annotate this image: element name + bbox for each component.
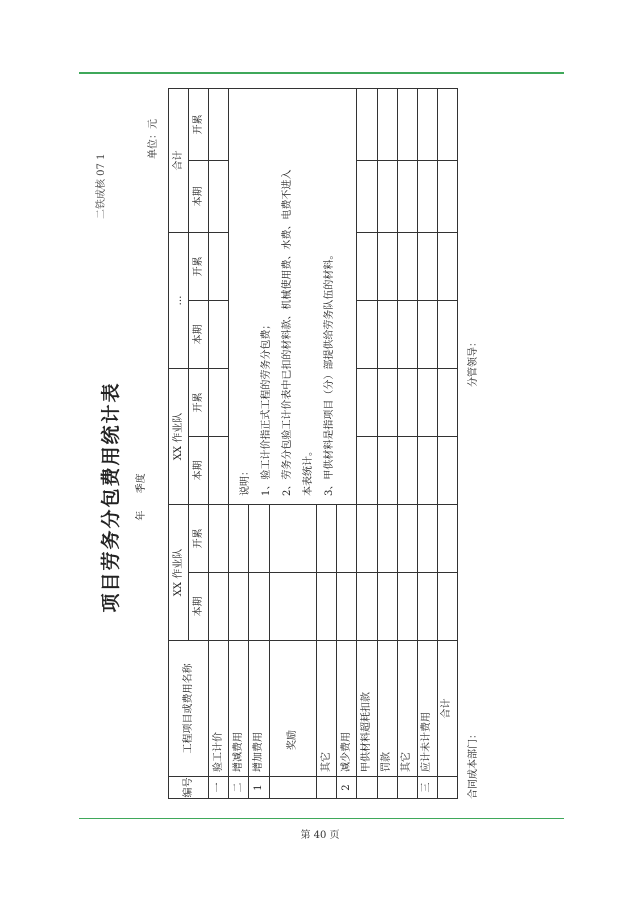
cell bbox=[397, 573, 417, 641]
cell bbox=[417, 368, 437, 436]
header-no: 编号 bbox=[169, 777, 209, 799]
note-line: 说明： bbox=[240, 465, 252, 496]
cost-table bbox=[168, 88, 458, 799]
period-label: 年 季度 bbox=[136, 473, 147, 521]
cell bbox=[337, 504, 357, 572]
row-no bbox=[377, 777, 397, 799]
table-row bbox=[229, 88, 249, 798]
row-no: 一 bbox=[209, 777, 229, 799]
cell bbox=[249, 504, 269, 572]
row-name: 增加费用 bbox=[249, 641, 269, 777]
row-name: 应计未计费用 bbox=[417, 641, 437, 777]
header-cumulative: 开累 bbox=[189, 368, 209, 436]
cell bbox=[209, 300, 229, 368]
row-no bbox=[437, 777, 457, 799]
footer-leader: 分管领导： bbox=[468, 337, 479, 387]
row-no: 2 bbox=[337, 777, 357, 799]
cell bbox=[417, 160, 437, 232]
cell bbox=[437, 368, 457, 436]
cell bbox=[377, 368, 397, 436]
header-cumulative: 开累 bbox=[189, 88, 209, 160]
footer-cost-department: 合同成本部门： bbox=[468, 729, 479, 799]
cell bbox=[357, 232, 377, 300]
header-current: 本期 bbox=[189, 436, 209, 504]
header-current: 本期 bbox=[189, 300, 209, 368]
row-name: 奖励 bbox=[269, 641, 317, 777]
page-number: 第 40 页 bbox=[300, 830, 340, 841]
unit-label: 单位：元 bbox=[148, 119, 159, 159]
row-no bbox=[269, 777, 317, 799]
header-cumulative: 开累 bbox=[189, 504, 209, 572]
form-code: 二铁成核 07 1 bbox=[96, 153, 107, 219]
header-team-1: XX 作业队 bbox=[169, 504, 189, 640]
cell bbox=[357, 88, 377, 160]
cell bbox=[417, 436, 437, 504]
cell bbox=[209, 160, 229, 232]
cell bbox=[377, 160, 397, 232]
cell bbox=[337, 573, 357, 641]
row-name: 其它 bbox=[397, 641, 417, 777]
cell bbox=[397, 504, 417, 572]
note-line: 本表统计。 bbox=[303, 445, 315, 496]
cell bbox=[437, 232, 457, 300]
cell bbox=[397, 232, 417, 300]
footer-rule bbox=[79, 818, 564, 819]
row-no bbox=[317, 777, 337, 799]
cell bbox=[377, 504, 397, 572]
cell bbox=[417, 573, 437, 641]
cell bbox=[229, 573, 249, 641]
row-no: 二 bbox=[229, 777, 249, 799]
cell bbox=[209, 436, 229, 504]
cell bbox=[417, 300, 437, 368]
cell bbox=[437, 160, 457, 232]
cell bbox=[437, 300, 457, 368]
row-no bbox=[357, 777, 377, 799]
cell bbox=[397, 436, 417, 504]
cell bbox=[437, 573, 457, 641]
row-name: 减少费用 bbox=[337, 641, 357, 777]
note-line: 1、验工计价指正式工程的劳务分包费； bbox=[261, 319, 273, 496]
cell bbox=[229, 504, 249, 572]
header-current: 本期 bbox=[189, 573, 209, 641]
header-row-1 bbox=[169, 88, 189, 798]
cell bbox=[357, 504, 377, 572]
cell bbox=[417, 232, 437, 300]
row-name: 增减费用 bbox=[229, 641, 249, 777]
cell bbox=[269, 573, 317, 641]
cell bbox=[209, 573, 229, 641]
cell bbox=[317, 504, 337, 572]
header-total: 合计 bbox=[169, 88, 189, 232]
cell bbox=[317, 573, 337, 641]
note-line: 3、甲供材料是指项目（分）部提供给劳务队伍的材料。 bbox=[324, 249, 336, 496]
row-no bbox=[397, 777, 417, 799]
cell bbox=[397, 368, 417, 436]
table-row bbox=[357, 88, 377, 798]
cell bbox=[249, 573, 269, 641]
cell bbox=[357, 573, 377, 641]
cell bbox=[397, 88, 417, 160]
cell bbox=[377, 436, 397, 504]
header-name: 工程项目或费用名称 bbox=[169, 641, 209, 777]
cell bbox=[377, 232, 397, 300]
cell bbox=[437, 436, 457, 504]
header-team-2: XX 作业队 bbox=[169, 368, 189, 504]
table-row bbox=[437, 88, 457, 798]
cell bbox=[377, 88, 397, 160]
table-row bbox=[417, 88, 437, 798]
row-no: 1 bbox=[249, 777, 269, 799]
header-rule bbox=[79, 72, 564, 74]
cell bbox=[209, 232, 229, 300]
table-row bbox=[377, 88, 397, 798]
cell bbox=[417, 504, 437, 572]
row-name: 合计 bbox=[437, 641, 457, 777]
header-current: 本期 bbox=[189, 160, 209, 232]
cell bbox=[209, 504, 229, 572]
row-no: 三 bbox=[417, 777, 437, 799]
cell bbox=[437, 504, 457, 572]
cell bbox=[377, 573, 397, 641]
cell bbox=[397, 160, 417, 232]
header-team-3: … bbox=[169, 232, 189, 368]
cell bbox=[377, 300, 397, 368]
cell bbox=[209, 88, 229, 160]
table-row bbox=[209, 88, 229, 798]
row-name: 甲供材料超耗扣款 bbox=[357, 641, 377, 777]
cell bbox=[269, 504, 317, 572]
document-title: 项目劳务分包费用统计表 bbox=[100, 381, 122, 613]
cell bbox=[357, 368, 377, 436]
note-line: 2、劳务分包验工计价表中已扣的材料款、机械使用费、水费、电费不进入 bbox=[282, 169, 294, 496]
row-name: 其它 bbox=[317, 641, 337, 777]
cell bbox=[437, 88, 457, 160]
cell bbox=[209, 368, 229, 436]
cell bbox=[357, 436, 377, 504]
row-name: 罚款 bbox=[377, 641, 397, 777]
rotated-sheet bbox=[92, 82, 482, 807]
cell bbox=[357, 160, 377, 232]
header-cumulative: 开累 bbox=[189, 232, 209, 300]
cell bbox=[397, 300, 417, 368]
cell bbox=[357, 300, 377, 368]
table-row bbox=[397, 88, 417, 798]
row-name: 验工计价 bbox=[209, 641, 229, 777]
cell bbox=[417, 88, 437, 160]
notes-box bbox=[229, 88, 357, 504]
